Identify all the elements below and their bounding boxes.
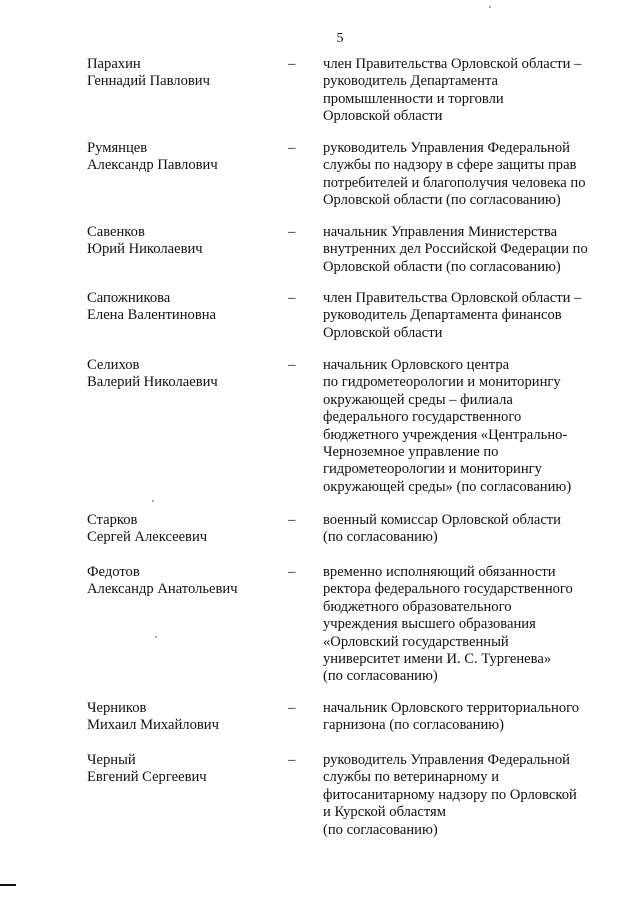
position-line: службы по ветеринарному и bbox=[323, 769, 500, 786]
member-position bbox=[323, 700, 623, 735]
member-position bbox=[323, 140, 623, 210]
member-given-names: Валерий Николаевич bbox=[87, 374, 218, 391]
position-line: бюджетного образовательного bbox=[323, 598, 512, 615]
member-surname: Федотов bbox=[87, 564, 140, 580]
member-name bbox=[87, 140, 277, 175]
dash-separator: – bbox=[288, 56, 296, 72]
position-line: Черноземное управление по bbox=[323, 444, 499, 461]
position-line: член Правительства Орловской области – bbox=[323, 56, 582, 72]
dash-separator: – bbox=[288, 357, 296, 373]
position-line: по гидрометеорологии и мониторингу bbox=[323, 374, 561, 391]
position-line: Орловской области bbox=[323, 324, 443, 341]
position-line: гидрометеорологии и мониторингу bbox=[323, 461, 542, 478]
dash-separator: – bbox=[288, 224, 296, 240]
member-given-names: Елена Валентиновна bbox=[87, 307, 216, 324]
member-name bbox=[87, 700, 277, 735]
position-line: руководитель Департамента bbox=[323, 73, 498, 90]
dash-separator: – bbox=[288, 512, 296, 528]
position-line: руководитель Управления Федеральной bbox=[323, 752, 570, 768]
position-line: фитосанитарному надзору по Орловской bbox=[323, 786, 577, 803]
position-line: военный комиссар Орловской области bbox=[323, 512, 561, 528]
dash-separator: – bbox=[288, 752, 296, 768]
member-position bbox=[323, 290, 623, 342]
member-name bbox=[87, 224, 277, 259]
member-name bbox=[87, 752, 277, 787]
position-line: внутренних дел Российской Федерации по bbox=[323, 241, 588, 258]
dash-separator: – bbox=[288, 700, 296, 716]
scan-speck bbox=[152, 500, 154, 502]
position-line: окружающей среды – филиала bbox=[323, 391, 513, 408]
member-given-names: Александр Павлович bbox=[87, 157, 218, 174]
member-given-names: Евгений Сергеевич bbox=[87, 769, 207, 786]
position-line: временно исполняющий обязанности bbox=[323, 564, 556, 580]
member-name bbox=[87, 290, 277, 325]
member-given-names: Александр Анатольевич bbox=[87, 581, 238, 598]
member-surname: Старков bbox=[87, 512, 138, 528]
dash-separator: – bbox=[288, 140, 296, 156]
member-position bbox=[323, 357, 623, 496]
member-surname: Савенков bbox=[87, 224, 145, 240]
position-line: службы по надзору в сфере защиты прав bbox=[323, 157, 577, 174]
position-line: (по согласованию) bbox=[323, 529, 438, 546]
member-surname: Черников bbox=[87, 700, 147, 716]
scan-speck bbox=[489, 6, 491, 8]
position-line: потребителей и благополучия человека по bbox=[323, 174, 586, 191]
member-position bbox=[323, 564, 623, 686]
member-given-names: Сергей Алексеевич bbox=[87, 529, 208, 546]
member-position bbox=[323, 224, 623, 276]
margin-mark bbox=[0, 884, 16, 886]
member-name bbox=[87, 512, 277, 547]
position-line: университет имени И. С. Тургенева» bbox=[323, 651, 552, 668]
position-line: руководитель Управления Федеральной bbox=[323, 140, 570, 156]
member-surname: Парахин bbox=[87, 56, 141, 72]
member-position bbox=[323, 56, 623, 126]
position-line: и Курской областям bbox=[323, 804, 446, 821]
position-line: начальник Орловского центра bbox=[323, 357, 510, 373]
dash-separator: – bbox=[288, 290, 296, 306]
member-position bbox=[323, 512, 623, 547]
position-line: руководитель Департамента финансов bbox=[323, 307, 562, 324]
position-line: Орловской области (по согласованию) bbox=[323, 258, 561, 275]
member-name bbox=[87, 56, 277, 91]
position-line: федерального государственного bbox=[323, 409, 522, 426]
member-name bbox=[87, 357, 277, 392]
member-given-names: Михаил Михайлович bbox=[87, 717, 219, 734]
position-line: Орловской области bbox=[323, 108, 443, 125]
member-given-names: Юрий Николаевич bbox=[87, 241, 203, 258]
position-line: гарнизона (по согласованию) bbox=[323, 717, 505, 734]
position-line: бюджетного учреждения «Центрально- bbox=[323, 426, 568, 443]
member-surname: Селихов bbox=[87, 357, 140, 373]
position-line: окружающей среды» (по согласованию) bbox=[323, 478, 572, 495]
member-surname: Черный bbox=[87, 752, 136, 768]
member-surname: Румянцев bbox=[87, 140, 148, 156]
dash-separator: – bbox=[288, 564, 296, 580]
member-position bbox=[323, 752, 623, 839]
position-line: промышленности и торговли bbox=[323, 90, 504, 107]
member-name bbox=[87, 564, 277, 599]
position-line: (по согласованию) bbox=[323, 821, 438, 838]
member-given-names: Геннадий Павлович bbox=[87, 73, 210, 90]
scan-speck bbox=[155, 636, 157, 638]
member-surname: Сапожникова bbox=[87, 290, 171, 306]
position-line: «Орловский государственный bbox=[323, 633, 509, 650]
position-line: начальник Орловского территориального bbox=[323, 700, 580, 716]
position-line: ректора федерального государственного bbox=[323, 581, 573, 598]
page-number: 5 bbox=[336, 31, 344, 46]
position-line: начальник Управления Министерства bbox=[323, 224, 558, 240]
position-line: член Правительства Орловской области – bbox=[323, 290, 582, 306]
position-line: учреждения высшего образования bbox=[323, 616, 536, 633]
position-line: Орловской области (по согласованию) bbox=[323, 192, 561, 209]
position-line: (по согласованию) bbox=[323, 668, 438, 685]
